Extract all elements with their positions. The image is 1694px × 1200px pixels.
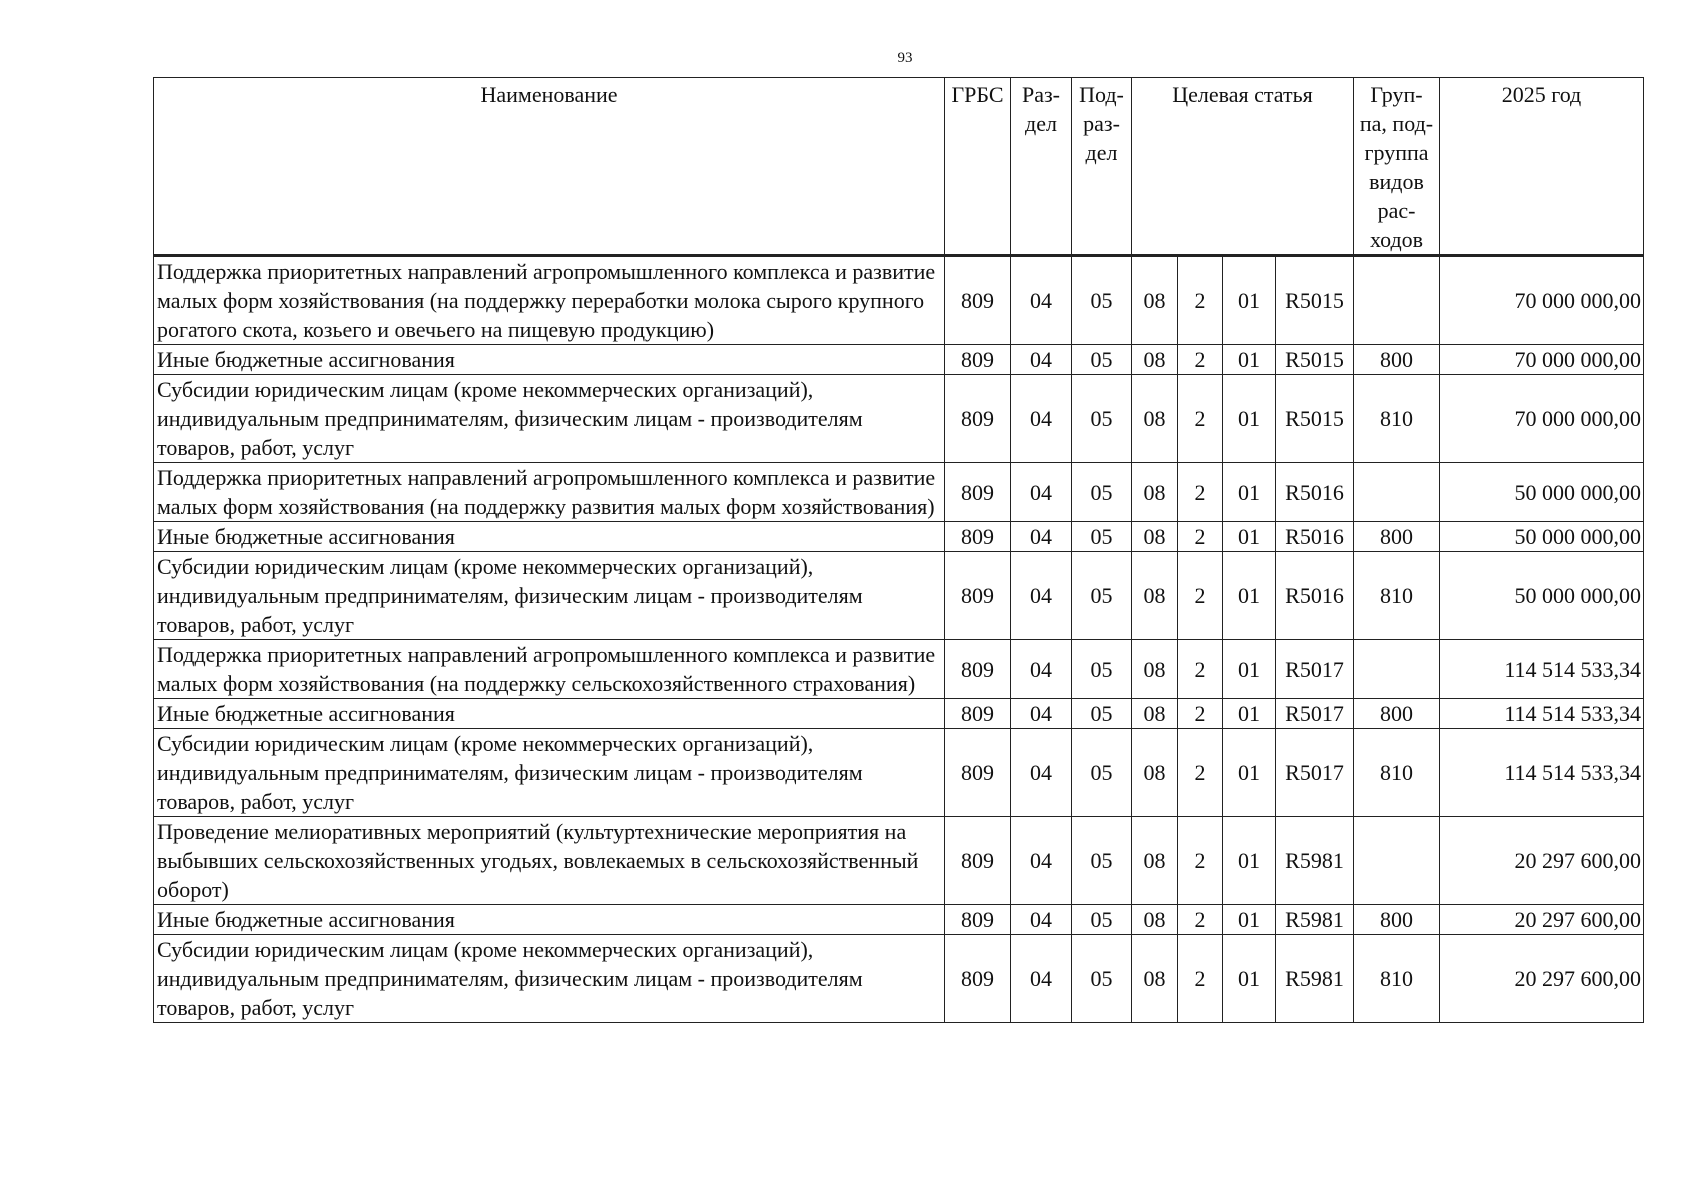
row-target-direction: R5015 [1276,256,1354,345]
row-target-direction: R5015 [1276,345,1354,375]
row-target-program: 08 [1132,345,1178,375]
row-name: Поддержка приоритетных направлений агропромышленного комплекса и развитие малых форм хозяйствования (на поддержку сельскохозяйственного страхования) [154,640,945,699]
row-target-direction: R5016 [1276,552,1354,640]
row-grbs: 809 [945,522,1011,552]
table-header-row [154,78,1644,256]
table-row [154,463,1644,522]
row-target-direction: R5981 [1276,905,1354,935]
row-target-program: 08 [1132,905,1178,935]
row-expense-group: 810 [1354,729,1440,817]
table-row [154,905,1644,935]
page-number: 93 [897,50,913,66]
row-target-program: 08 [1132,817,1178,905]
row-name: Иные бюджетные ассигнования [154,522,945,552]
row-target-program: 08 [1132,552,1178,640]
row-amount: 50 000 000,00 [1440,522,1644,552]
row-amount: 20 297 600,00 [1440,905,1644,935]
row-target-subprogram: 2 [1178,463,1223,522]
table-row [154,699,1644,729]
row-podrazdel: 05 [1072,699,1132,729]
row-target-subprogram: 2 [1178,640,1223,699]
row-target-program: 08 [1132,935,1178,1023]
row-grbs: 809 [945,256,1011,345]
row-grbs: 809 [945,699,1011,729]
row-amount: 114 514 533,34 [1440,729,1644,817]
row-grbs: 809 [945,345,1011,375]
row-razdel: 04 [1011,375,1072,463]
row-target-event: 01 [1223,729,1276,817]
table-row [154,817,1644,905]
row-amount: 70 000 000,00 [1440,256,1644,345]
row-target-direction: R5981 [1276,817,1354,905]
table-row [154,729,1644,817]
row-target-subprogram: 2 [1178,345,1223,375]
row-amount: 50 000 000,00 [1440,463,1644,522]
row-target-program: 08 [1132,463,1178,522]
header-year: 2025 год [1440,78,1644,256]
row-grbs: 809 [945,463,1011,522]
table-row [154,256,1644,345]
header-expense-group [1354,78,1440,256]
row-expense-group: 800 [1354,345,1440,375]
row-name: Иные бюджетные ассигнования [154,905,945,935]
row-target-program: 08 [1132,640,1178,699]
row-target-event: 01 [1223,640,1276,699]
row-grbs: 809 [945,729,1011,817]
row-amount: 114 514 533,34 [1440,699,1644,729]
row-target-subprogram: 2 [1178,817,1223,905]
row-name: Субсидии юридическим лицам (кроме некоммерческих организаций), индивидуальным предпринимателям, физическим лицам - производителям товаров, работ, услуг [154,552,945,640]
row-podrazdel: 05 [1072,256,1132,345]
row-target-program: 08 [1132,699,1178,729]
table-row [154,375,1644,463]
row-podrazdel: 05 [1072,935,1132,1023]
row-razdel: 04 [1011,256,1072,345]
row-amount: 114 514 533,34 [1440,640,1644,699]
row-expense-group: 810 [1354,552,1440,640]
row-target-program: 08 [1132,256,1178,345]
header-name: Наименование [154,78,945,256]
row-target-event: 01 [1223,522,1276,552]
row-expense-group [1354,640,1440,699]
row-target-subprogram: 2 [1178,375,1223,463]
header-razdel [1011,78,1072,256]
row-target-direction: R5017 [1276,729,1354,817]
row-target-event: 01 [1223,552,1276,640]
row-name: Поддержка приоритетных направлений агропромышленного комплекса и развитие малых форм хозяйствования (на поддержку переработки молока сырого крупного рогатого скота, козьего и овечьего на пищевую продукцию) [154,256,945,345]
row-razdel: 04 [1011,522,1072,552]
row-podrazdel: 05 [1072,375,1132,463]
row-name: Субсидии юридическим лицам (кроме некоммерческих организаций), индивидуальным предпринимателям, физическим лицам - производителям товаров, работ, услуг [154,729,945,817]
row-target-direction: R5015 [1276,375,1354,463]
row-target-program: 08 [1132,729,1178,817]
row-podrazdel: 05 [1072,552,1132,640]
row-target-subprogram: 2 [1178,699,1223,729]
row-target-program: 08 [1132,522,1178,552]
row-target-subprogram: 2 [1178,256,1223,345]
row-target-subprogram: 2 [1178,552,1223,640]
row-target-direction: R5981 [1276,935,1354,1023]
row-grbs: 809 [945,640,1011,699]
row-target-event: 01 [1223,463,1276,522]
row-podrazdel: 05 [1072,729,1132,817]
header-razdel-text: Раз- дел [1021,82,1061,136]
row-target-subprogram: 2 [1178,905,1223,935]
table-row [154,552,1644,640]
row-expense-group: 810 [1354,935,1440,1023]
table-row [154,522,1644,552]
row-grbs: 809 [945,935,1011,1023]
row-name: Субсидии юридическим лицам (кроме некоммерческих организаций), индивидуальным предпринимателям, физическим лицам - производителям товаров, работ, услуг [154,935,945,1023]
row-podrazdel: 05 [1072,522,1132,552]
row-target-direction: R5016 [1276,522,1354,552]
row-razdel: 04 [1011,699,1072,729]
row-target-direction: R5017 [1276,640,1354,699]
row-amount: 50 000 000,00 [1440,552,1644,640]
row-target-event: 01 [1223,345,1276,375]
row-razdel: 04 [1011,905,1072,935]
row-target-event: 01 [1223,905,1276,935]
row-podrazdel: 05 [1072,817,1132,905]
row-expense-group [1354,256,1440,345]
row-name: Субсидии юридическим лицам (кроме некоммерческих организаций), индивидуальным предпринимателям, физическим лицам - производителям товаров, работ, услуг [154,375,945,463]
header-expense-group-text: Груп- па, под- группа видов рас- ходов [1359,82,1434,252]
row-amount: 70 000 000,00 [1440,375,1644,463]
row-target-direction: R5016 [1276,463,1354,522]
row-expense-group: 800 [1354,905,1440,935]
row-expense-group: 800 [1354,522,1440,552]
row-name: Проведение мелиоративных мероприятий (культуртехнические мероприятия на выбывших сельскохозяйственных угодьях, вовлекаемых в сельскохозяйственный оборот) [154,817,945,905]
row-target-event: 01 [1223,375,1276,463]
row-grbs: 809 [945,905,1011,935]
header-grbs: ГРБС [945,78,1011,256]
row-target-subprogram: 2 [1178,522,1223,552]
table-row [154,345,1644,375]
row-grbs: 809 [945,375,1011,463]
row-podrazdel: 05 [1072,905,1132,935]
row-podrazdel: 05 [1072,640,1132,699]
row-target-program: 08 [1132,375,1178,463]
row-expense-group: 810 [1354,375,1440,463]
row-amount: 20 297 600,00 [1440,817,1644,905]
row-podrazdel: 05 [1072,463,1132,522]
row-razdel: 04 [1011,817,1072,905]
row-name: Поддержка приоритетных направлений агропромышленного комплекса и развитие малых форм хозяйствования (на поддержку развития малых форм хозяйствования) [154,463,945,522]
table-body [154,256,1644,1023]
header-podrazdel-text: Под- раз- дел [1079,82,1124,165]
row-expense-group [1354,817,1440,905]
row-razdel: 04 [1011,463,1072,522]
header-podrazdel [1072,78,1132,256]
row-razdel: 04 [1011,729,1072,817]
row-podrazdel: 05 [1072,345,1132,375]
budget-table [153,77,1644,1023]
row-target-subprogram: 2 [1178,935,1223,1023]
row-target-event: 01 [1223,699,1276,729]
row-grbs: 809 [945,817,1011,905]
row-target-direction: R5017 [1276,699,1354,729]
row-amount: 70 000 000,00 [1440,345,1644,375]
row-razdel: 04 [1011,640,1072,699]
row-name: Иные бюджетные ассигнования [154,699,945,729]
table-row [154,640,1644,699]
row-expense-group: 800 [1354,699,1440,729]
row-grbs: 809 [945,552,1011,640]
row-target-event: 01 [1223,817,1276,905]
row-razdel: 04 [1011,552,1072,640]
row-target-event: 01 [1223,256,1276,345]
row-target-event: 01 [1223,935,1276,1023]
header-target-article: Целевая статья [1132,78,1354,256]
row-target-subprogram: 2 [1178,729,1223,817]
row-expense-group [1354,463,1440,522]
row-razdel: 04 [1011,345,1072,375]
row-name: Иные бюджетные ассигнования [154,345,945,375]
row-amount: 20 297 600,00 [1440,935,1644,1023]
table-row [154,935,1644,1023]
row-razdel: 04 [1011,935,1072,1023]
